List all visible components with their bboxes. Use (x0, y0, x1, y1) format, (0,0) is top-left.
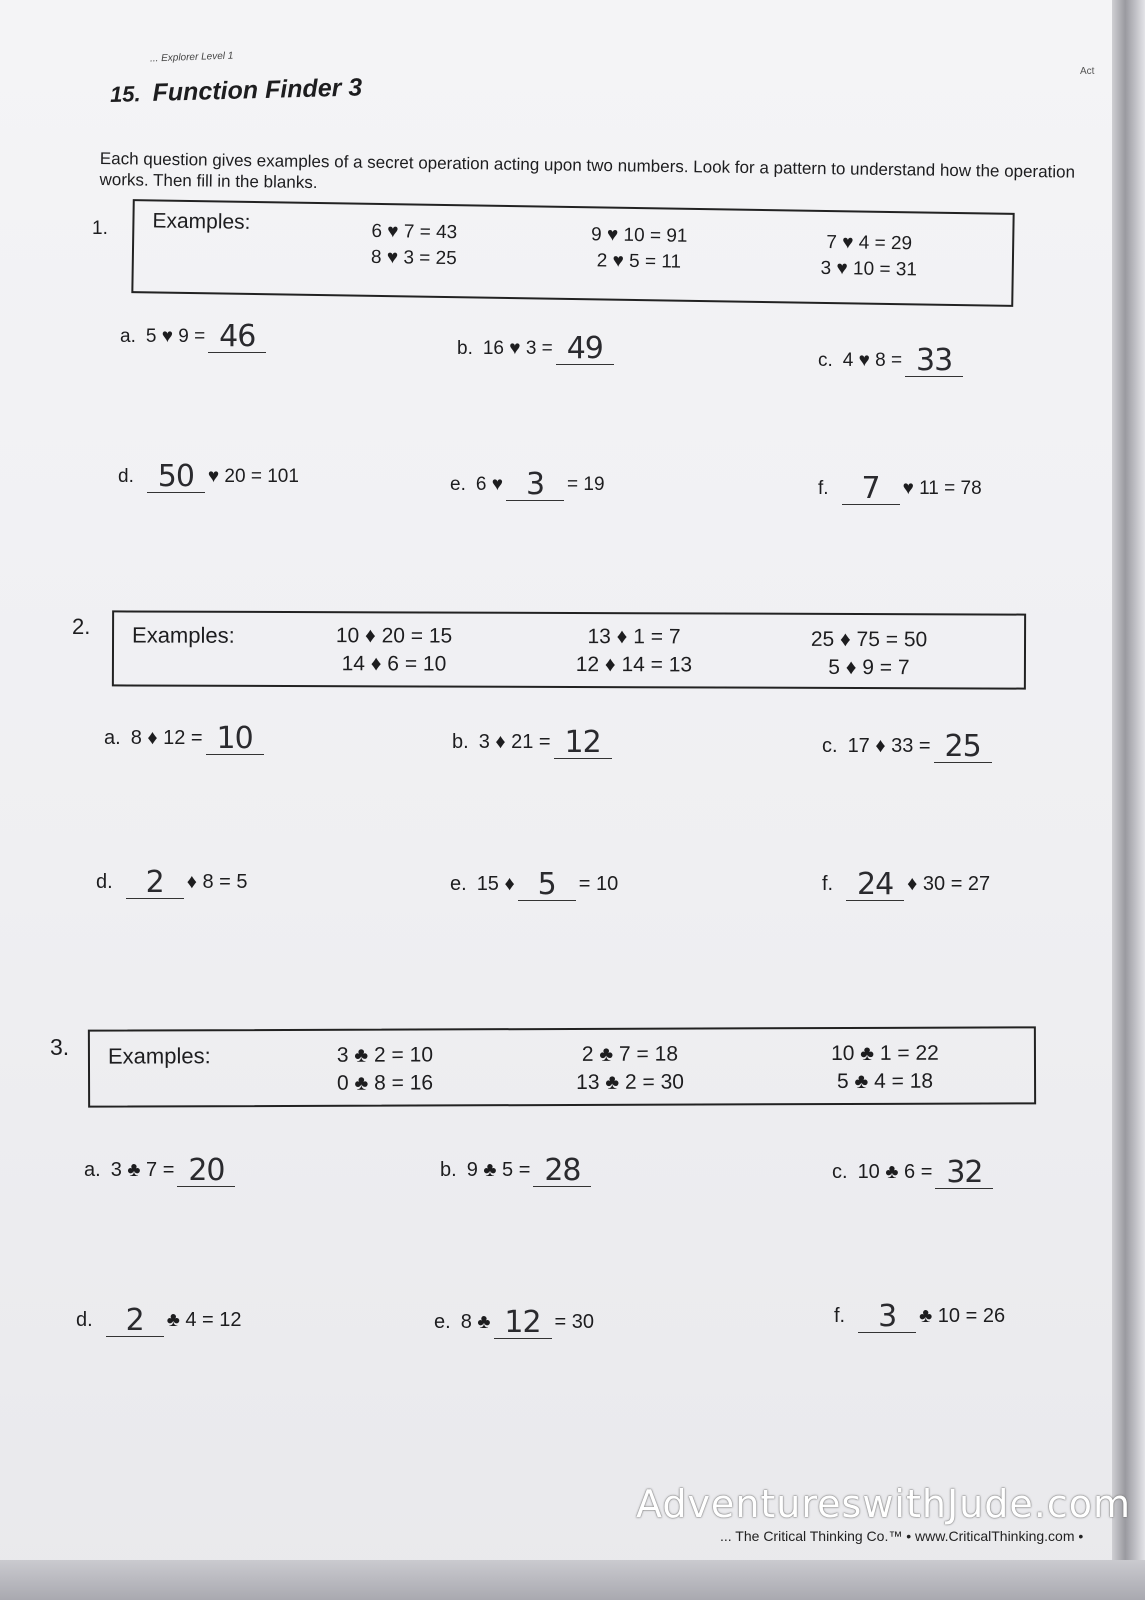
answer-blank[interactable]: 49 (556, 334, 614, 365)
problem-post: ♥ 20 = 101 (207, 466, 299, 487)
problem-2f (822, 867, 991, 902)
problem-3f (834, 1299, 1006, 1334)
answer-blank[interactable]: 28 (533, 1156, 591, 1187)
problem-1f (818, 471, 982, 506)
problem-label: f. (818, 478, 829, 499)
instructions: Each question gives examples of a secret operation acting upon two numbers. Look for a pattern to understand how the operation works. Then fill in the blanks. (99, 148, 1076, 193)
problem-post: ♣ 10 = 26 (919, 1305, 1006, 1327)
problem-pre: 8 ♣ (460, 1311, 491, 1333)
problem-label: d. (96, 871, 113, 893)
problem-post: ♥ 11 = 78 (902, 478, 982, 499)
problem-label: a. (120, 326, 136, 347)
answer-blank[interactable]: 3 (858, 1302, 916, 1333)
problem-label: d. (118, 466, 134, 487)
problem-label: b. (452, 731, 469, 753)
answer-blank[interactable]: 12 (494, 1308, 552, 1339)
problem-label: c. (818, 350, 833, 371)
answer-blank[interactable]: 2 (126, 868, 184, 899)
example: 25 ♦ 75 = 50 (810, 627, 928, 652)
answer-blank[interactable]: 2 (106, 1306, 164, 1337)
answer-blank[interactable]: 24 (846, 870, 904, 901)
answer-blank[interactable]: 25 (934, 732, 992, 763)
problem-3b (440, 1153, 594, 1188)
binder-band (0, 1560, 1145, 1600)
example: 9 ♥ 10 = 91 (590, 224, 688, 247)
example: 2 ♣ 7 = 18 (581, 1042, 679, 1066)
examples-box-3 (88, 1026, 1036, 1107)
problem-3a (84, 1153, 238, 1188)
answer-blank[interactable]: 32 (935, 1158, 993, 1189)
question-number-1: 1. (92, 218, 108, 239)
problem-pre: 5 ♥ 9 = (145, 326, 206, 347)
example: 3 ♣ 2 = 10 (336, 1043, 434, 1067)
problem-label: e. (450, 474, 466, 495)
example: 7 ♥ 4 = 29 (826, 231, 913, 255)
example: 5 ♣ 4 = 18 (836, 1069, 934, 1094)
example: 5 ♦ 9 = 7 (828, 655, 910, 680)
answer-blank[interactable]: 7 (842, 474, 900, 505)
problem-post: ♦ 30 = 27 (907, 873, 991, 895)
problem-label: a. (84, 1159, 101, 1181)
problem-2b (452, 725, 615, 760)
problem-pre: 3 ♣ 7 = (110, 1159, 175, 1181)
examples-box-1 (131, 199, 1014, 307)
problem-pre: 3 ♦ 21 = (478, 731, 551, 753)
problem-pre: 10 ♣ 6 = (857, 1161, 933, 1183)
example: 13 ♣ 2 = 30 (576, 1070, 684, 1094)
answer-blank[interactable]: 46 (208, 322, 266, 353)
problem-pre: 4 ♥ 8 = (842, 350, 903, 371)
example: 6 ♥ 7 = 43 (371, 220, 458, 244)
problem-1a (120, 319, 269, 354)
problem-1d (118, 459, 299, 494)
example: 12 ♦ 14 = 13 (575, 653, 693, 677)
problem-pre: 8 ♦ 12 = (130, 727, 203, 749)
answer-blank[interactable]: 20 (177, 1156, 235, 1187)
examples-label: Examples: (107, 1043, 211, 1069)
problem-pre: 16 ♥ 3 = (482, 338, 553, 359)
problem-3c (832, 1155, 996, 1190)
problem-1c (818, 343, 966, 378)
example: 2 ♥ 5 = 11 (596, 250, 682, 273)
problem-post: = 10 (578, 873, 619, 895)
example: 8 ♥ 3 = 25 (370, 246, 457, 270)
question-number-3: 3. (50, 1034, 70, 1060)
series-label: ... Explorer Level 1 (149, 50, 234, 65)
problem-post: = 30 (554, 1311, 594, 1333)
problem-2c (822, 729, 995, 764)
example: 10 ♦ 20 = 15 (335, 624, 453, 648)
examples-label: Examples: (132, 622, 235, 648)
problem-label: e. (434, 1311, 451, 1333)
answer-blank[interactable]: 50 (147, 462, 205, 493)
example: 14 ♦ 6 = 10 (341, 652, 447, 676)
example: 0 ♣ 8 = 16 (336, 1071, 434, 1095)
problem-2a (104, 721, 267, 756)
watermark: AdventureswithJude.com (636, 1482, 1131, 1526)
problem-label: d. (76, 1309, 93, 1331)
problem-label: c. (822, 735, 838, 757)
example: 3 ♥ 10 = 31 (820, 257, 918, 281)
problem-1e (450, 467, 605, 502)
problem-label: f. (822, 873, 834, 895)
problem-label: b. (440, 1159, 457, 1181)
answer-blank[interactable]: 3 (506, 470, 564, 501)
problem-label: b. (457, 338, 473, 359)
question-number-2: 2. (72, 614, 91, 639)
problem-3d (76, 1303, 242, 1338)
problem-post: ♦ 8 = 5 (186, 871, 248, 893)
example: 13 ♦ 1 = 7 (587, 625, 681, 649)
problem-pre: 15 ♦ (476, 873, 515, 895)
examples-box-2 (112, 610, 1026, 689)
problem-3e (434, 1305, 594, 1340)
problem-pre: 17 ♦ 33 = (847, 735, 931, 757)
answer-blank[interactable]: 5 (518, 870, 576, 901)
example: 10 ♣ 1 = 22 (831, 1041, 939, 1066)
problem-2e (450, 867, 619, 902)
answer-blank[interactable]: 12 (554, 728, 612, 759)
problem-label: e. (450, 873, 467, 895)
problem-pre: 6 ♥ (475, 474, 503, 495)
answer-blank[interactable]: 33 (905, 346, 963, 377)
problem-label: a. (104, 727, 121, 749)
problem-label: c. (832, 1161, 848, 1183)
problem-post: ♣ 4 = 12 (166, 1309, 242, 1331)
examples-label: Examples: (152, 209, 251, 234)
problem-1b (457, 331, 617, 366)
answer-blank[interactable]: 10 (206, 724, 264, 755)
page-edge (1112, 0, 1145, 1600)
lesson-number: 15. (109, 81, 141, 107)
problem-pre: 9 ♣ 5 = (466, 1159, 531, 1181)
problem-label: f. (834, 1305, 846, 1327)
problem-post: = 19 (567, 474, 605, 495)
footer-credit: ... The Critical Thinking Co.™ • www.CriticalThinking.com • (720, 1528, 1084, 1544)
problem-2d (96, 865, 248, 900)
lesson-title: Function Finder 3 (152, 73, 363, 107)
corner-label: Act (1080, 66, 1095, 77)
